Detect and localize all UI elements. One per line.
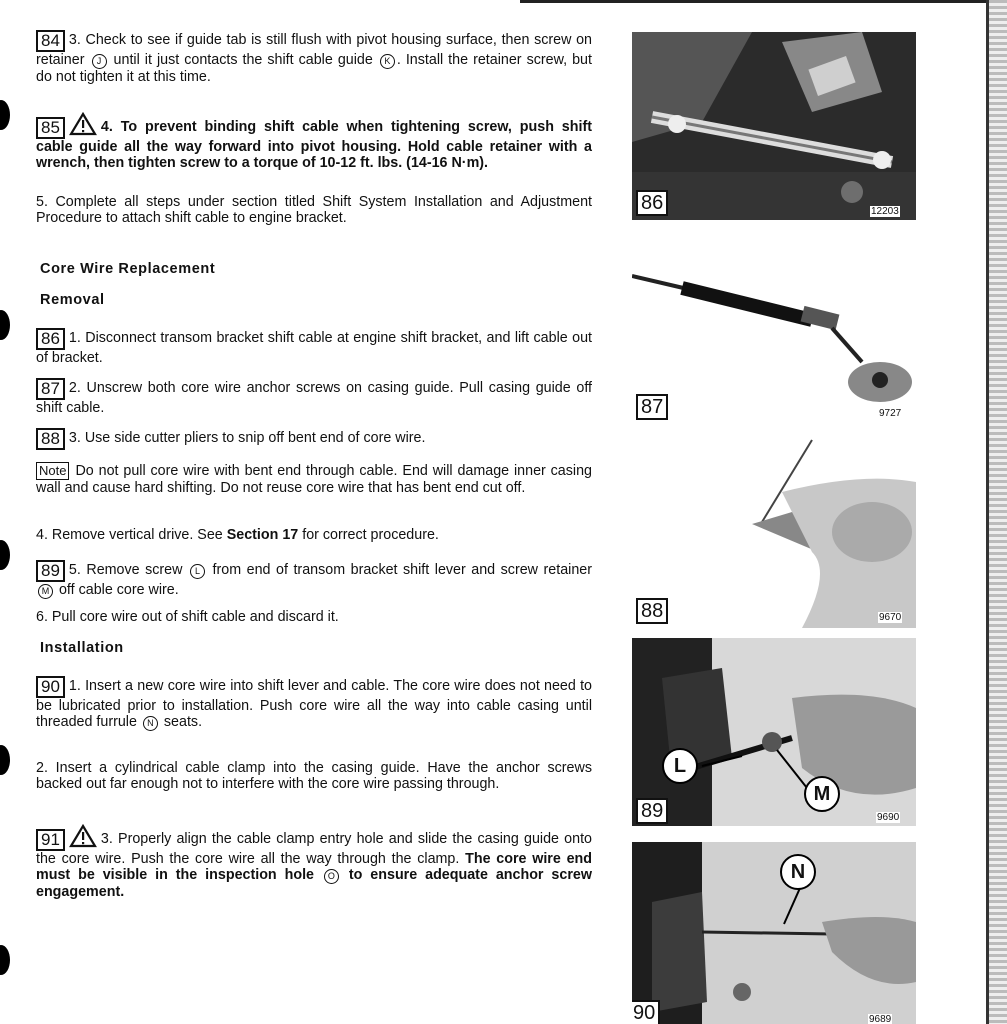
binder-hole	[0, 310, 10, 340]
photo-id: 9690	[877, 812, 900, 823]
binder-hole	[0, 100, 10, 130]
page-edge-right	[986, 0, 989, 1024]
section-heading: Installation	[40, 640, 124, 656]
step-89: 89 5. Remove screw L from end of transom bracket shift lever and screw retainer M off cable core wire.	[36, 560, 592, 599]
casing-guide-photo	[632, 262, 916, 422]
binder-edge	[989, 0, 1007, 1024]
ref-box: 85	[36, 117, 65, 139]
shift-lever-photo	[632, 638, 916, 826]
ref-box: 91	[36, 829, 65, 851]
figure-87	[632, 262, 916, 422]
photo-id: 12203	[871, 206, 899, 217]
core-wire-photo	[632, 842, 916, 1024]
figure-86	[632, 32, 916, 220]
ref-box: 87	[36, 378, 65, 400]
section-heading: Core Wire Replacement	[40, 261, 216, 277]
step-4: 4. Remove vertical drive. See Section 17 for correct procedure.	[36, 527, 439, 543]
callout-letter: N	[143, 716, 158, 731]
step-85-warning: 85 4. To prevent binding shift cable when tightening screw, push shift cable guide all the way forward into pivot housing. Hold cable retainer with a wrench, then tighten screw to a torque of 10-12 ft. lbs. (14-16 N·m).	[36, 112, 592, 171]
warning-icon	[69, 112, 97, 136]
step-2: 2. Insert a cylindrical cable clamp into the casing guide. Have the anchor screws backed out far enough not to interfere with the core wire passing through.	[36, 760, 592, 792]
page-edge	[520, 0, 1000, 3]
note-label: Note	[36, 462, 69, 480]
step-5: 5. Complete all steps under section titled Shift System Installation and Adjustment Procedure to attach shift cable to engine bracket.	[36, 194, 592, 226]
warning-icon	[69, 824, 97, 848]
step-87: 87 2. Unscrew both core wire anchor screws on casing guide. Pull casing guide off shift cable.	[36, 379, 592, 416]
step-90: 90 1. Insert a new core wire into shift lever and cable. The core wire does not need to be lubricated prior to installation. Push core wire all the way into cable casing until threaded furrule N seats.	[36, 677, 592, 730]
note: Note Do not pull core wire with bent end through cable. End will damage inner casing wall and cause hard shifting. Do not reuse core wire that has bent end cut off.	[36, 463, 592, 496]
callout-letter: M	[38, 584, 53, 599]
callout-n: N	[780, 854, 816, 890]
section-heading: Removal	[40, 292, 105, 308]
photo-id: 9689	[869, 1014, 892, 1024]
step-86: 86 1. Disconnect transom bracket shift cable at engine shift bracket, and lift cable out of bracket.	[36, 329, 592, 366]
callout-l: L	[662, 748, 698, 784]
callout-letter: L	[190, 564, 205, 579]
binder-hole	[0, 540, 10, 570]
step-91-warning: 91 3. Properly align the cable clamp entry hole and slide the casing guide onto the core wire. Push the core wire all the way through the clamp. The core wire end must be visible in the inspection hole O to ensure adequate anchor screw engagement.	[36, 824, 592, 900]
callout-letter: J	[92, 54, 107, 69]
ref-box: 88	[36, 428, 65, 450]
callout-letter: O	[324, 869, 339, 884]
figure-88	[632, 432, 916, 628]
photo-id: 9727	[879, 408, 902, 419]
step-88: 88 3. Use side cutter pliers to snip off bent end of core wire.	[36, 428, 592, 450]
photo-id: 9670	[879, 612, 902, 623]
figure-number: 89	[636, 798, 668, 824]
callout-m: M	[804, 776, 840, 812]
figure-number: 87	[636, 394, 668, 420]
engine-bracket-photo	[632, 32, 916, 220]
figure-90	[632, 842, 916, 1024]
ref-box: 90	[36, 676, 65, 698]
figure-number: 88	[636, 598, 668, 624]
step-6: 6. Pull core wire out of shift cable and discard it.	[36, 609, 339, 625]
callout-letter: K	[380, 54, 395, 69]
figure-number: 90	[632, 1000, 660, 1024]
step-84: 84 3. Check to see if guide tab is still flush with pivot housing surface, then screw on retainer J until it just contacts the shift cable guide K . Install the retainer screw, but do not tighten it at this time.	[36, 31, 592, 85]
figure-89	[632, 638, 916, 826]
ref-box: 84	[36, 30, 65, 52]
binder-hole	[0, 945, 10, 975]
side-cutter-photo	[632, 432, 916, 628]
ref-box: 89	[36, 560, 65, 582]
binder-hole	[0, 745, 10, 775]
ref-box: 86	[36, 328, 65, 350]
figure-number: 86	[636, 190, 668, 216]
